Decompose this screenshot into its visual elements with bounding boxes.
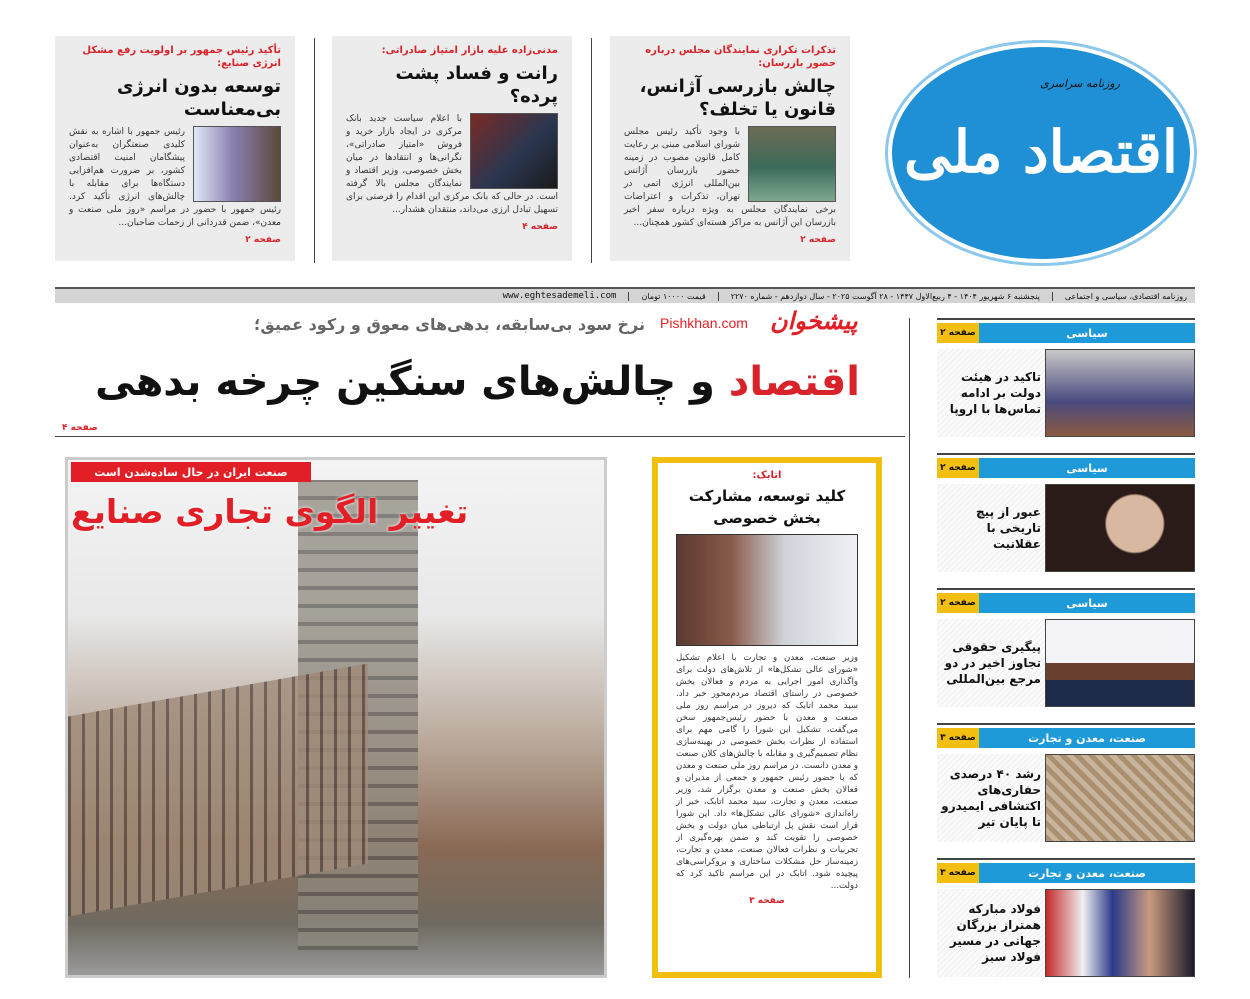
sidebar-item[interactable]: [937, 588, 1195, 708]
teaser-body: با اعلام سیاست جدید بانک مرکزی در ایجاد بازار خرید و فروش «امتیاز صادراتی»، نگرانی‌ها و انتقادها در میان بخش خصوصی، وزیر اقتصاد و نمایندگان مجلس بالا گرفته است. در حالی که بانک مرکزی این اقدام را فرصتی برای تسهیل تبادل ارزی می‌داند، منتقدان هشدار...: [346, 114, 558, 215]
teaser-body: با وجود تأکید رئیس مجلس شورای اسلامی مبنی بر رعایت کامل قانون مصوب در زمینه حضور بازرسان آژانس بین‌المللی انرژی اتمی در تهران، تذکرات و اعتراضات برخی نمایندگان مجلس به ویژه درباره سفر اخیر بازرسان این آژانس به مراکز هسته‌ای کشور همچنان...: [624, 127, 836, 228]
sidebar-section: صنعت، معدن و تجارت: [979, 863, 1195, 883]
teaser-energy[interactable]: [55, 36, 295, 261]
center-kicker: اتابک:: [752, 470, 782, 481]
info-bar: [55, 287, 1195, 303]
sidebar-section: سیاسی: [979, 593, 1195, 613]
sidebar-item[interactable]: [937, 318, 1195, 438]
watermark-fa: پیشخوان: [770, 307, 858, 335]
cleric-photo: [1045, 619, 1195, 707]
center-body: وزیر صنعت، معدن و تجارت با اعلام تشکیل «شورای عالی تشکل‌ها» از تلاش‌های دولت برای واگذاری امور اجرایی به مردم و فعالان بخش خصوصی در راستای اقتصاد مردم‌محور خبر داد. سید محمد اتابک که دیروز در مراسم روز ملی صنعت و معدن با حضور رئیس‌جمهور سخن می‌گفت، تشکیل این شورا را گامی مهم برای استفاده از نظرات بخش خصوصی در بهینه‌سازی نظام تصمیم‌گیری و مقابله با چالش‌های کلان صنعت و معدن دانست. در مراسم روز ملی صنعت و معدن که با حضور رئیس جمهور و جمعی از مدیران و فعالان بخش صنعت و معدن برگزار شد، وزیر صنعت، معدن و تجارت، سید محمد اتابک، خبر از راه‌اندازی «شورای عالی تشکل‌ها» داد. این شورا قرار است نقش پل ارتباطی میان دولت و بخش خصوصی را تقویت کند و ضمن بهره‌گیری از تجربیات و نظرات فعالان صنعت، معدن و تجارت، زمینه‌ساز حل مشکلات ساختاری و بروکراسی‌های پیچیده شود. اتابک در این مراسم تاکید کرد که دولت...: [676, 653, 858, 891]
teaser-kicker: مدنی‌زاده علیه بازار امتیاز صادراتی:: [381, 45, 558, 56]
sidebar-title[interactable]: عبور از پیچ تاریخی با عقلانیت: [976, 505, 1041, 551]
sidebar-page[interactable]: صفحه ۲: [937, 458, 979, 478]
divider: [55, 436, 905, 437]
center-title[interactable]: کلید توسعه، مشارکت بخش خصوصی: [688, 487, 846, 527]
price: قیمت ۱۰۰۰۰ تومان: [628, 292, 705, 301]
teaser-kicker: تأکید رئیس جمهور بر اولویت رفع مشکل انرژی صنایع:: [82, 45, 281, 69]
spokesperson-photo: [1045, 349, 1195, 437]
masthead-logo[interactable]: [885, 40, 1197, 266]
sidebar-section: سیاسی: [979, 458, 1195, 478]
teaser-title[interactable]: چالش بازرسی آژانس، قانون یا تخلف؟: [639, 76, 836, 120]
sidebar-title[interactable]: فولاد مبارکه همتراز بزرگان جهانی در مسیر فولاد سبز: [949, 902, 1041, 964]
sidebar-page[interactable]: صفحه ۲: [937, 593, 979, 613]
website-link[interactable]: www.eghtesademeli.com: [502, 291, 617, 301]
masthead-name: اقتصاد ملی: [904, 118, 1178, 186]
sidebar-section: سیاسی: [979, 323, 1195, 343]
divider: [591, 38, 592, 263]
teaser-body: رئیس جمهور با اشاره به نقش کلیدی صنعتگران به‌عنوان پیشگامان امنیت اقتصادی کشور، بر ضرورت هم‌افزایی دستگاه‌ها برای مقابله با چالش‌های انرژی تأکید کرد. رئیس جمهور با حضور در مراسم «روز ملی صنعت و معدن»، ضمن قدردانی از زحمات صاحبان...: [69, 127, 281, 228]
sidebar-title[interactable]: پیگیری حقوقی تجاوز اخیر در دو مرجع بین‌المللی: [944, 640, 1041, 686]
teaser-page[interactable]: صفحه ۲: [800, 235, 836, 245]
teaser-kicker: تذکرات تکراری نمایندگان مجلس درباره حضور بازرسان:: [645, 45, 836, 69]
president-photo: [193, 126, 281, 202]
parliament-photo: [748, 126, 836, 202]
teaser-title[interactable]: توسعه بدون انرژی بی‌معناست: [116, 76, 281, 120]
column-divider: [909, 318, 910, 978]
sidebar-page[interactable]: صفحه ۲: [937, 323, 979, 343]
ceo-press-photo: [1045, 889, 1195, 977]
lead-page[interactable]: صفحه ۴: [62, 423, 98, 433]
speaker-photo: [470, 113, 558, 189]
paper-description: روزنامه اقتصادی، سیاسی و اجتماعی: [1052, 292, 1187, 301]
sidebar-page[interactable]: صفحه ۳: [937, 863, 979, 883]
lead-headline[interactable]: [60, 354, 860, 410]
sidebar-title[interactable]: رشد ۴۰ درصدی حفاری‌های اکتشافی ایمیدرو تا پایان تیر: [941, 767, 1041, 829]
official-photo: [1045, 484, 1195, 572]
teaser-page[interactable]: صفحه ۲: [245, 235, 281, 245]
photo-story-tag: صنعت ایران در حال ساده‌شدن است: [71, 462, 311, 482]
center-page[interactable]: صفحه ۳: [749, 896, 785, 906]
teaser-title[interactable]: رانت و فساد پشت پرده؟: [395, 63, 558, 107]
photo-story[interactable]: [65, 457, 607, 978]
sidebar-item[interactable]: [937, 723, 1195, 843]
sidebar-section: صنعت، معدن و تجارت: [979, 728, 1195, 748]
center-story[interactable]: [652, 457, 882, 978]
lead-headline-rest: و چالش‌های سنگین چرخه بدهی: [95, 359, 729, 405]
sidebar-title[interactable]: تاکید در هیئت دولت بر ادامه تماس‌ها با اروپا: [949, 370, 1041, 416]
issue-date: پنجشنبه ۶ شهریور ۱۴۰۴ - ۴ ربیع‌الاول ۱۴۴۷ - ۲۸ آگوست ۲۰۲۵ - سال دوازدهم - شماره ۲۲۷۰: [718, 292, 1040, 301]
sidebar-page[interactable]: صفحه ۳: [937, 728, 979, 748]
teaser-agency-inspection[interactable]: [610, 36, 850, 261]
drilling-site-photo: [1045, 754, 1195, 842]
divider: [314, 38, 315, 263]
sidebar-item[interactable]: [937, 858, 1195, 978]
lead-kicker: نرخ سود بی‌سابقه، بدهی‌های معوق و رکود عمیق؛: [254, 315, 645, 334]
lead-headline-red: اقتصاد: [728, 359, 860, 405]
watermark-en: Pishkhan.com: [660, 315, 748, 331]
minister-photo: [676, 534, 858, 646]
photo-story-title[interactable]: تغییر الگوی تجاری صنایع: [71, 492, 469, 531]
teaser-page[interactable]: صفحه ۴: [522, 222, 558, 232]
teaser-rent-corruption[interactable]: [332, 36, 572, 261]
sidebar-item[interactable]: [937, 453, 1195, 573]
masthead-subtitle: روزنامه سراسری: [1040, 77, 1120, 90]
